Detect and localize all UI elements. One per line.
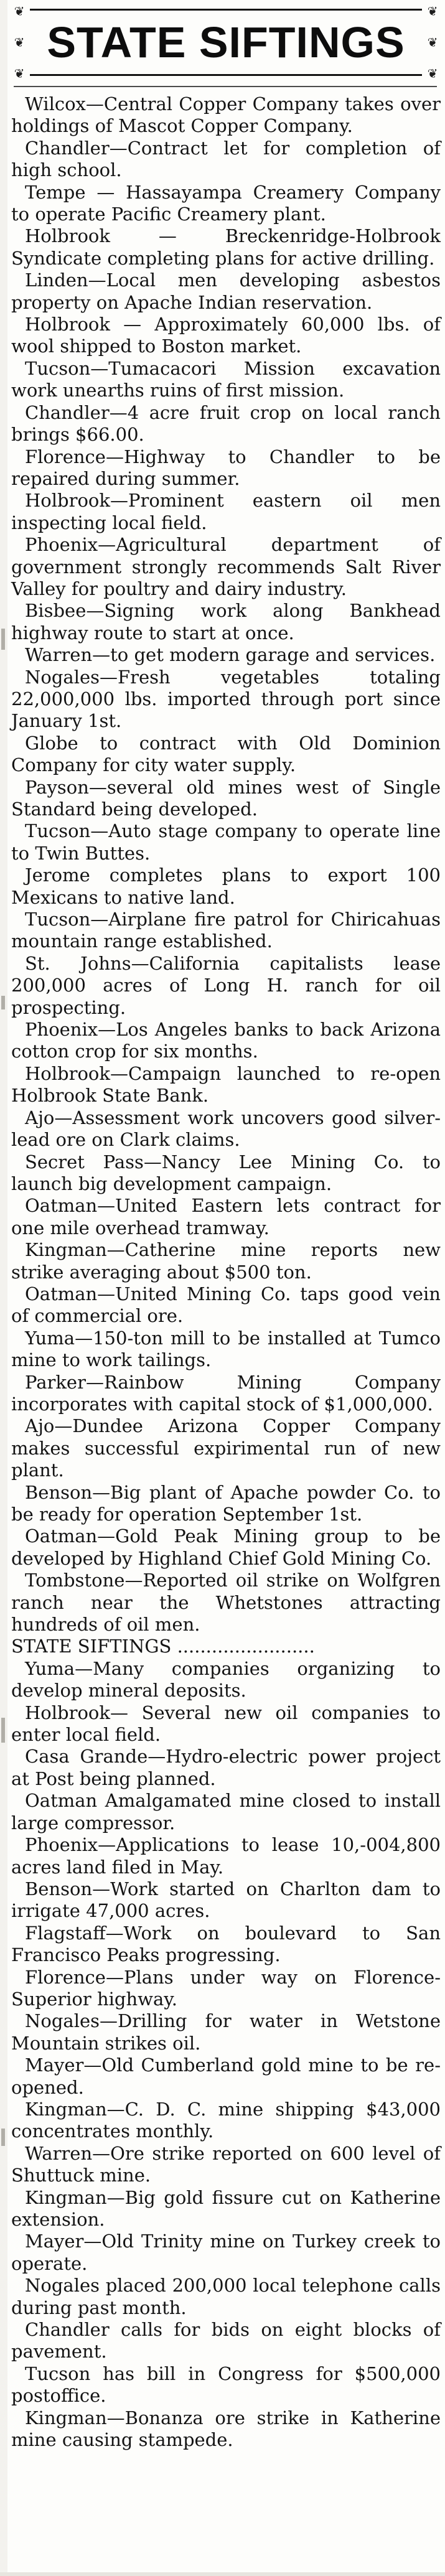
news-item: Phoenix—Los Angeles banks to back Arizona cotton crop for six months. bbox=[11, 1019, 441, 1062]
news-item: Ajo—Dundee Arizona Copper Company makes successful expirimental run of new plant. bbox=[11, 1415, 441, 1481]
news-item: Phoenix—Applications to lease 10,-004,800 acres land filed in May. bbox=[11, 1834, 441, 1878]
fleuron-icon: ❦ bbox=[427, 66, 438, 81]
page-title: STATE SIFTINGS bbox=[47, 18, 405, 67]
news-item: Ajo—Assessment work uncovers good silver-lead ore on Clark claims. bbox=[11, 1107, 441, 1151]
margin-mark bbox=[1, 1718, 5, 1743]
news-item: Holbrook— Several new oil companies to enter local field. bbox=[11, 1702, 441, 1746]
news-item: Holbrook — Breckenridge-Holbrook Syndicate completing plans for active drilling. bbox=[11, 225, 441, 269]
news-item: Holbrook—Prominent eastern oil men inspecting local field. bbox=[11, 490, 441, 533]
margin-mark bbox=[1, 996, 5, 1009]
news-item: Nogales—Fresh vegetables totaling 22,000,000 lbs. imported through port since January 1st. bbox=[11, 666, 441, 732]
news-item: Tombstone—Reported oil strike on Wolfgren ranch near the Whetstones attracting hundreds of oil men. bbox=[11, 1570, 441, 1636]
news-item: Holbrook—Campaign launched to re-open Holbrook State Bank. bbox=[11, 1062, 441, 1107]
masthead bbox=[11, 5, 441, 80]
news-item: Linden—Local men developing asbestos property on Apache Indian reservation. bbox=[11, 269, 441, 313]
news-item: Yuma—150-ton mill to be installed at Tumco mine to work tailings. bbox=[11, 1327, 441, 1371]
news-item: Kingman—Big gold fissure cut on Katherine extension. bbox=[11, 2186, 441, 2230]
news-item: Tucson has bill in Congress for $500,000 postoffice. bbox=[11, 2363, 441, 2407]
news-item: Yuma—Many companies organizing to develop mineral deposits. bbox=[11, 1657, 441, 1702]
news-item: Oatman Amalgamated mine closed to install large compressor. bbox=[11, 1790, 441, 1834]
news-item: Florence—Highway to Chandler to be repaired during summer. bbox=[11, 446, 441, 489]
news-item: Benson—Work started on Charlton dam to irrigate 47,000 acres. bbox=[11, 1878, 441, 1922]
news-item: STATE SIFTINGS ........................ bbox=[11, 1636, 315, 1657]
news-item: Oatman—United Mining Co. taps good vein of commercial ore. bbox=[11, 1283, 441, 1327]
news-item: Tucson—Auto stage company to operate line to Twin Buttes. bbox=[11, 820, 441, 864]
news-item: Jerome completes plans to export 100 Mexicans to native land. bbox=[11, 864, 441, 908]
news-item: Oatman—Gold Peak Mining group to be developed by Highland Chief Gold Mining Co. bbox=[11, 1525, 441, 1569]
news-item: Chandler—Contract let for completion of high school. bbox=[11, 137, 441, 181]
fleuron-icon: ❦ bbox=[14, 35, 25, 50]
fleuron-icon: ❦ bbox=[14, 4, 25, 19]
news-item: Mayer—Old Trinity mine on Turkey creek to operate. bbox=[11, 2231, 441, 2274]
news-item: Wilcox—Central Copper Company takes over holdings of Mascot Copper Company. bbox=[11, 93, 441, 137]
clipping-bottom-edge bbox=[0, 2572, 445, 2576]
news-item: Warren—to get modern garage and services. bbox=[25, 644, 436, 666]
news-item: Parker—Rainbow Mining Company incorporates with capital stock of $1,000,000. bbox=[11, 1371, 441, 1415]
news-item: St. Johns—California capitalists lease 200,000 acres of Long H. ranch for oil prospecting. bbox=[11, 952, 441, 1018]
news-item: Tucson—Tumacacori Mission excavation work unearths ruins of first mission. bbox=[11, 357, 441, 401]
ornament-right-column bbox=[424, 5, 441, 80]
news-item: Nogales—Drilling for water in Wetstone Mountain strikes oil. bbox=[11, 2010, 441, 2054]
left-margin-strip bbox=[0, 0, 7, 2576]
fleuron-icon: ❦ bbox=[427, 4, 438, 19]
news-items-list bbox=[11, 93, 441, 2451]
news-item: Kingman—Bonanza ore strike in Katherine mine causing stampede. bbox=[11, 2407, 441, 2451]
news-item: Casa Grande—Hydro-electric power project at Post being planned. bbox=[11, 1746, 441, 1789]
news-item: Payson—several old mines west of Single Standard being developed. bbox=[11, 776, 441, 820]
news-item: Chandler—4 acre fruit crop on local ranch brings $66.00. bbox=[11, 401, 441, 446]
news-item: Oatman—United Eastern lets contract for one mile overhead tramway. bbox=[11, 1195, 441, 1239]
news-item: Chandler calls for bids on eight blocks of pavement. bbox=[11, 2319, 441, 2363]
news-item: Kingman—C. D. C. mine shipping $43,000 concentrates monthly. bbox=[11, 2098, 441, 2142]
news-item: Florence—Plans under way on Florence-Superior highway. bbox=[11, 1966, 441, 2010]
margin-mark bbox=[1, 2129, 5, 2146]
news-item: Holbrook — Approximately 60,000 lbs. of wool shipped to Boston market. bbox=[11, 314, 441, 357]
news-item: Bisbee—Signing work along Bankhead highway route to start at once. bbox=[11, 600, 441, 644]
news-item: Globe to contract with Old Dominion Company for city water supply. bbox=[11, 732, 441, 776]
margin-mark bbox=[1, 629, 5, 650]
news-item: Secret Pass—Nancy Lee Mining Co. to launch big development campaign. bbox=[11, 1151, 441, 1194]
fleuron-icon: ❦ bbox=[427, 35, 438, 50]
news-item: Phoenix—Agricultural department of government strongly recommends Salt River Valley for poultry and dairy industry. bbox=[11, 534, 441, 599]
news-item: Nogales placed 200,000 local telephone calls during past month. bbox=[11, 2275, 441, 2318]
fleuron-icon: ❦ bbox=[14, 66, 25, 81]
news-item: Kingman—Catherine mine reports new strike averaging about $500 ton. bbox=[11, 1239, 441, 1283]
ornament-left-column bbox=[11, 5, 27, 80]
news-item: Benson—Big plant of Apache powder Co. to be ready for operation September 1st. bbox=[11, 1481, 441, 1525]
news-item: Warren—Ore strike reported on 600 level of Shuttuck mine. bbox=[11, 2142, 441, 2186]
header-divider bbox=[14, 86, 437, 87]
news-item: Tempe — Hassayampa Creamery Company to operate Pacific Creamery plant. bbox=[11, 181, 441, 225]
news-item: Mayer—Old Cumberland gold mine to be re-opened. bbox=[11, 2054, 441, 2098]
news-item: Tucson—Airplane fire patrol for Chiricahuas mountain range established. bbox=[11, 909, 441, 952]
news-item: Flagstaff—Work on boulevard to San Francisco Peaks progressing. bbox=[11, 1922, 441, 1966]
